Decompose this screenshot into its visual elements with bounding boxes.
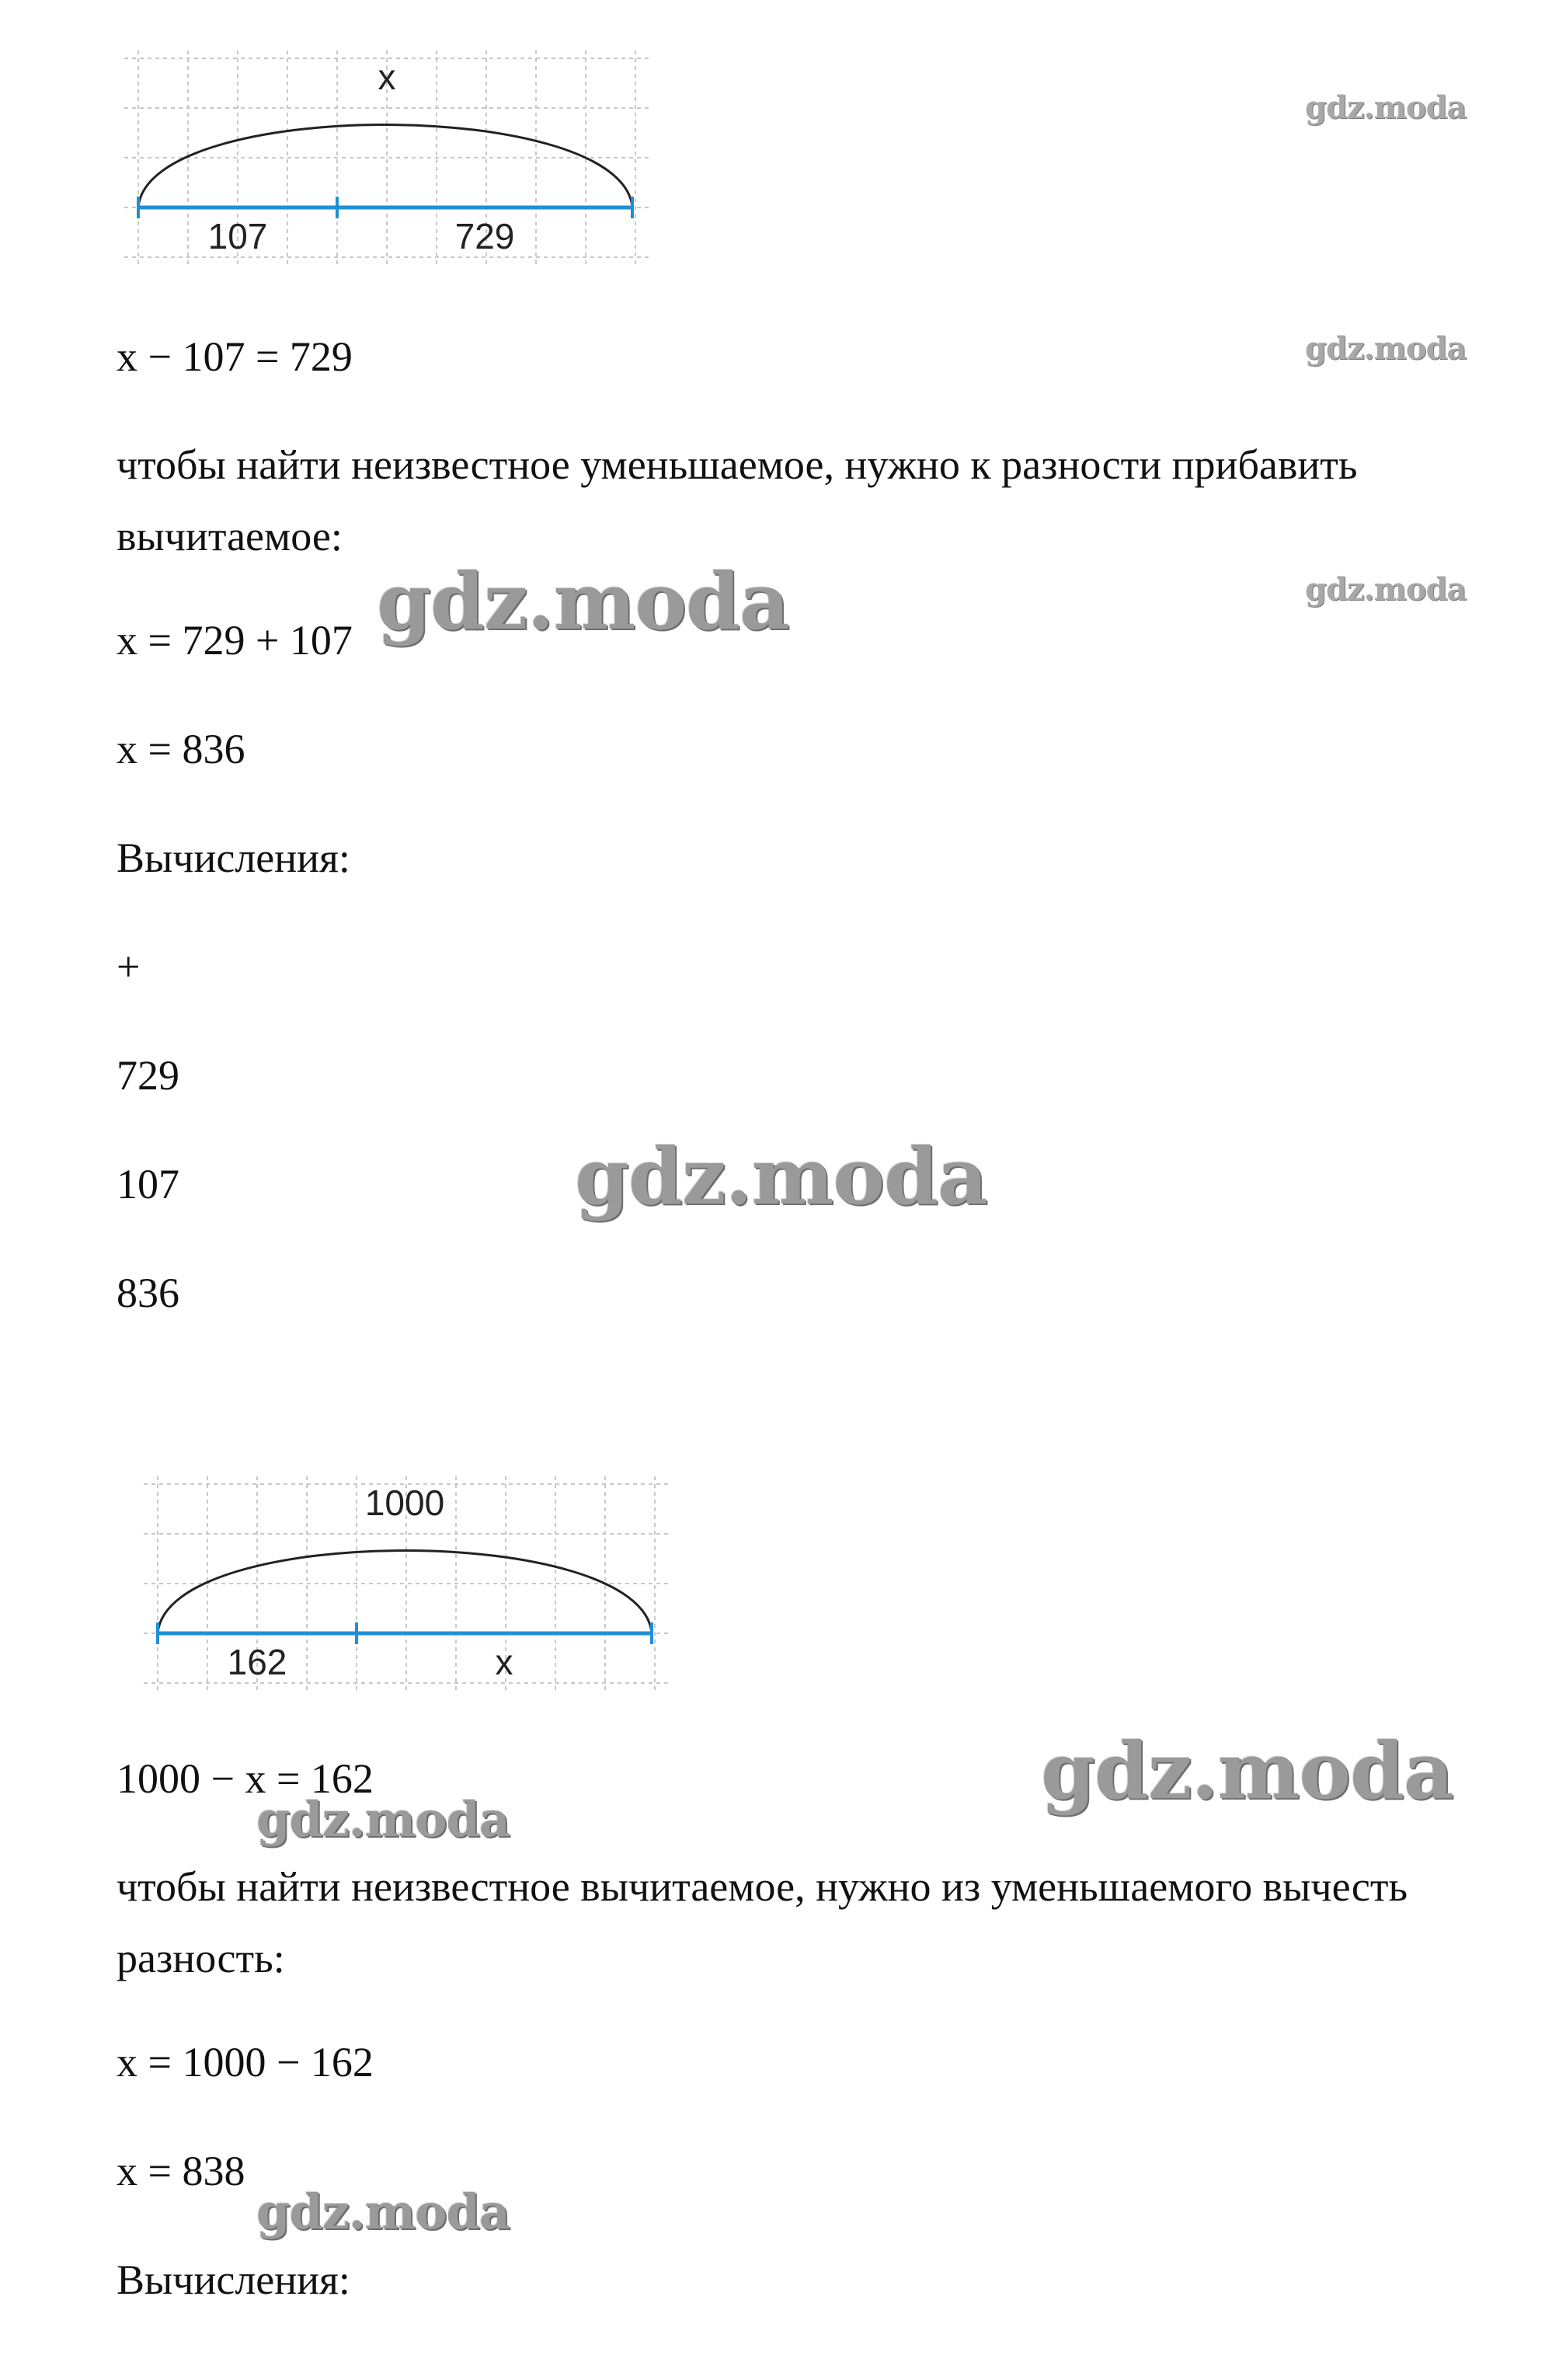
segment-diagram-2 — [136, 1469, 680, 1702]
watermark: gdz.moda — [1305, 330, 1467, 367]
watermark: gdz.moda — [256, 2183, 510, 2240]
segment-diagram-1 — [117, 43, 660, 276]
problem2-rule: чтобы найти неизвестное вычитаемое, нужно из уменьшаемого вычесть разность: — [117, 1863, 1408, 1981]
problem1-equation: x − 107 = 729 — [117, 333, 353, 380]
watermark: gdz.moda — [1305, 571, 1467, 608]
watermark: gdz.moda — [377, 556, 789, 647]
watermark: gdz.moda — [256, 1791, 510, 1848]
watermark: gdz.moda — [1041, 1725, 1453, 1817]
diagram2-left-label: 162 — [227, 1642, 287, 1682]
watermark: gdz.moda — [575, 1131, 987, 1222]
diagram1-left-label: 107 — [207, 216, 268, 256]
diagram2-top-label: 1000 — [364, 1483, 445, 1523]
problem1-rule: чтобы найти неизвестное уменьшаемое, нужно к разности прибавить вычитаемое: — [117, 441, 1358, 559]
problem2-step1: x = 1000 − 162 — [117, 2039, 374, 2086]
problem1-calc-operand1: 729 — [117, 1052, 179, 1099]
watermark: gdz.moda — [1305, 89, 1467, 126]
diagram2-right-label: x — [495, 1642, 513, 1682]
problem2-calc-title: Вычисления: — [117, 2256, 350, 2303]
brace-arc — [138, 125, 632, 208]
problem1-step1: x = 729 + 107 — [117, 617, 353, 664]
problem1-calc-operand2: 107 — [117, 1161, 179, 1207]
problem1-calc-result: 836 — [117, 1270, 179, 1316]
problem1-step2: x = 836 — [117, 726, 245, 772]
diagram1-right-label: 729 — [454, 216, 515, 256]
problem2-step2: x = 838 — [117, 2148, 245, 2194]
problem2-equation: 1000 − x = 162 — [117, 1755, 374, 1802]
brace-arc — [158, 1551, 652, 1634]
problem1-calc-operator: + — [117, 943, 141, 990]
problem1-calc-title: Вычисления: — [117, 835, 350, 881]
diagram1-top-label: x — [378, 57, 396, 97]
